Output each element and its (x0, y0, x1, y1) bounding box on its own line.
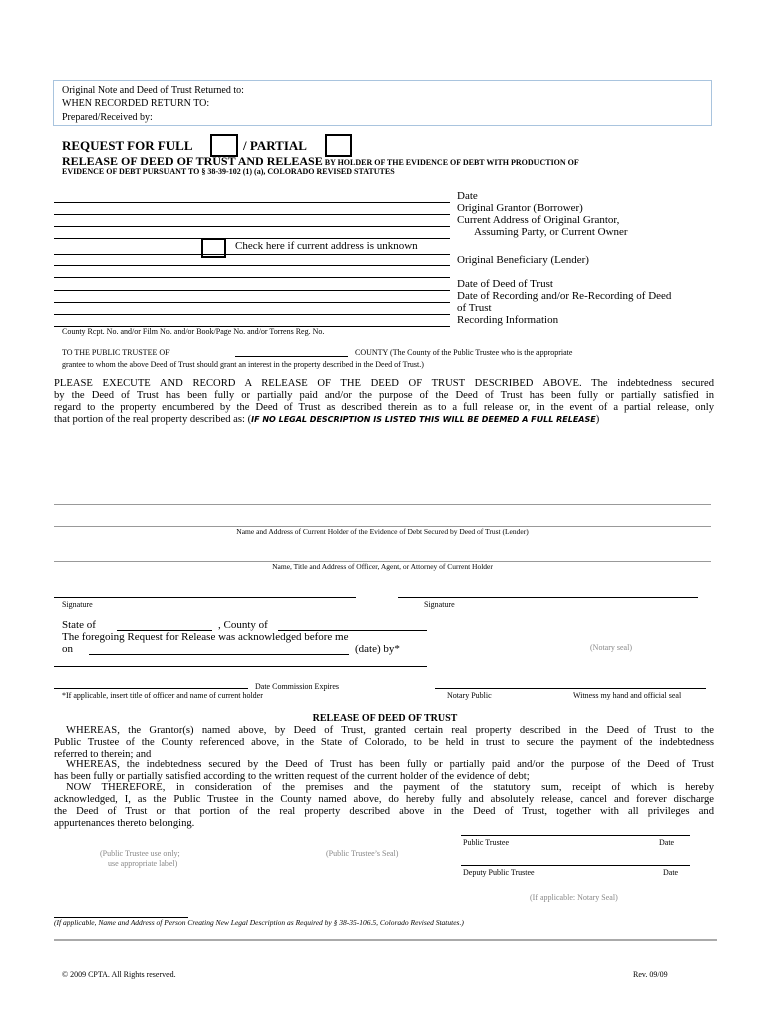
public-trustee-line[interactable] (461, 835, 690, 836)
public-trustee-label: Public Trustee (463, 838, 510, 847)
notary-public-label: Notary Public (447, 691, 492, 700)
copyright-text: © 2009 CPTA. All Rights reserved. (62, 970, 176, 979)
recording-date-label-1: Date of Recording and/or Re-Recording of Deed (457, 290, 672, 302)
whereas-2-line1: WHEREAS, the indebtedness secured by the Deed of Trust has been fully or partially paid and/or the purpose of the Deed of Trust (66, 759, 714, 770)
beneficiary-label: Original Beneficiary (Lender) (457, 254, 589, 266)
ack-date-line[interactable] (89, 654, 349, 655)
trustee-use-only-label-2: use appropriate label) (108, 859, 178, 868)
public-trustee-date-label: Date (659, 838, 675, 847)
on-label: on (62, 643, 73, 655)
current-address-label-1: Current Address of Original Grantor, (457, 214, 620, 226)
county-of-label: , County of (218, 619, 268, 631)
date-line[interactable] (54, 202, 450, 203)
witness-label: Witness my hand and official seal (573, 691, 682, 700)
if-applicable-note: *If applicable, insert title of officer and name of current holder (62, 691, 263, 700)
whereas-1-line3: referred to therein; and (54, 749, 152, 760)
prepared-by-label: Prepared/Received by: (62, 112, 153, 123)
please-paragraph-line4 (54, 414, 599, 425)
trustee-seal-label: (Public Trustee’s Seal) (326, 849, 399, 858)
when-recorded-label: WHEN RECORDED RETURN TO: (62, 98, 210, 109)
please-paragraph-line2: by the Deed of Trust has been fully or partially paid and/or the purpose of the Deed of Trust has been fully or partially satisfied in (54, 390, 714, 401)
please-line4-start: that portion of the real property described as: ( (54, 414, 252, 425)
deputy-trustee-line[interactable] (461, 865, 690, 866)
state-of-label: State of (62, 619, 96, 631)
beneficiary-line-2[interactable] (54, 277, 450, 278)
recording-info-label: Recording Information (457, 314, 559, 326)
release-heading: RELEASE OF DEED OF TRUST (312, 713, 458, 724)
release-title-rest: BY HOLDER OF THE EVIDENCE OF DEBT WITH PRODUCTION OF (322, 158, 579, 167)
whereas-1-line2: Public Trustee of the County referenced above, in the State of Colorado, to be held in trust to secure the payment of the indebtedness (54, 737, 714, 748)
grantor-line[interactable] (54, 214, 450, 215)
signature-left-label: Signature (62, 600, 93, 609)
address-unknown-label: Check here if current address is unknown (235, 240, 418, 252)
notary-seal-label: (Notary seal) (590, 643, 632, 652)
current-address-label-2: Assuming Party, or Current Owner (474, 226, 628, 238)
address-line-1[interactable] (54, 226, 450, 227)
returned-to-label: Original Note and Deed of Trust Returned to: (62, 85, 244, 96)
now-therefore-line1: NOW THEREFORE, in consideration of the premises and the payment of the statutory sum, receipt of which is hereby (66, 782, 714, 793)
deputy-trustee-label: Deputy Public Trustee (463, 868, 535, 877)
now-therefore-line4: appurtenances thereto belonging. (54, 818, 195, 829)
please-line4-end: ) (595, 414, 600, 425)
address-unknown-checkbox[interactable] (201, 238, 226, 258)
beneficiary-line-1[interactable] (54, 265, 450, 266)
optional-notary-seal-label: (If applicable: Notary Seal) (530, 893, 618, 902)
address-line-2[interactable] (54, 238, 450, 239)
county-explanation: COUNTY (The County of the Public Trustee who is the appropriate (355, 348, 573, 357)
now-therefore-line2: acknowledged, I, as the Public Trustee in the County named above, do hereby fully and absolutely release, cancel and forever discharge (54, 794, 714, 805)
grantee-explanation: grantee to whom the above Deed of Trust should grant an interest in the property described in the Deed of Trust.) (62, 360, 424, 369)
whereas-2-line2: has been fully or partially satisfied according to the written request of the current holder of the evidence of debt; (54, 771, 530, 782)
signature-line-right[interactable] (398, 597, 698, 598)
deed-date-label: Date of Deed of Trust (457, 278, 553, 290)
whereas-1-line1: WHEREAS, the Grantor(s) named above, by Deed of Trust, granted certain real property described in the Deed of Trust to the (66, 725, 714, 736)
please-paragraph-line1: PLEASE EXECUTE AND RECORD A RELEASE OF THE DEED OF TRUST DESCRIBED ABOVE. The indebtedness secured (54, 378, 714, 389)
trustee-use-only-label-1: (Public Trustee use only; (100, 849, 180, 858)
commission-line[interactable] (54, 688, 248, 689)
acknowledged-text: The foregoing Request for Release was acknowledged before me (62, 631, 349, 643)
date-by-label: (date) by* (355, 643, 400, 655)
footer-divider (54, 939, 717, 941)
legal-description-note: (If applicable, Name and Address of Person Creating New Legal Description as Required by § 38-35-106.5, Colorado Revised Statutes.) (54, 918, 464, 927)
partial-label: / PARTIAL (243, 138, 307, 153)
holder-name-caption: Name and Address of Current Holder of the Evidence of Debt Secured by Deed of Trust (Lender) (236, 527, 529, 536)
release-title-main: RELEASE OF DEED OF TRUST AND RELEASE (62, 154, 323, 168)
trustee-county-line[interactable] (235, 356, 348, 357)
recording-date-label-2: of Trust (457, 302, 492, 314)
officer-caption: Name, Title and Address of Officer, Agent, or Attorney of Current Holder (272, 562, 493, 571)
grantor-label: Original Grantor (Borrower) (457, 202, 583, 214)
commission-expires-label: Date Commission Expires (255, 682, 339, 691)
date-label: Date (457, 190, 478, 202)
legal-description-line[interactable] (54, 504, 711, 505)
full-release-warning: IF NO LEGAL DESCRIPTION IS LISTED THIS WILL BE DEEMED A FULL RELEASE (251, 415, 596, 424)
please-paragraph-line3: regard to the property encumbered by the Deed of Trust as described therein as to a full release or, in the event of a partial release, only (54, 402, 714, 413)
deputy-trustee-date-label: Date (663, 868, 679, 877)
signature-right-label: Signature (424, 600, 455, 609)
signature-line-left[interactable] (54, 597, 356, 598)
revision-text: Rev. 09/09 (633, 970, 668, 979)
now-therefore-line3: the Deed of Trust or that portion of the real property described above in the Deed of Trust, together with all privileges and (54, 806, 714, 817)
notary-public-line[interactable] (435, 688, 706, 689)
to-public-trustee-label: TO THE PUBLIC TRUSTEE OF (62, 348, 170, 357)
address-line-3[interactable] (54, 254, 450, 255)
acknowledger-line[interactable] (54, 666, 427, 667)
deed-date-line[interactable] (54, 290, 450, 291)
request-full-label: REQUEST FOR FULL (62, 138, 193, 153)
county-recording-caption: County Rcpt. No. and/or Film No. and/or Book/Page No. and/or Torrens Reg. No. (62, 327, 325, 336)
recording-date-line[interactable] (54, 302, 450, 303)
release-title-line2: EVIDENCE OF DEBT PURSUANT TO § 38-39-102 (1) (a), COLORADO REVISED STATUTES (62, 167, 395, 176)
recording-info-line-1[interactable] (54, 314, 450, 315)
